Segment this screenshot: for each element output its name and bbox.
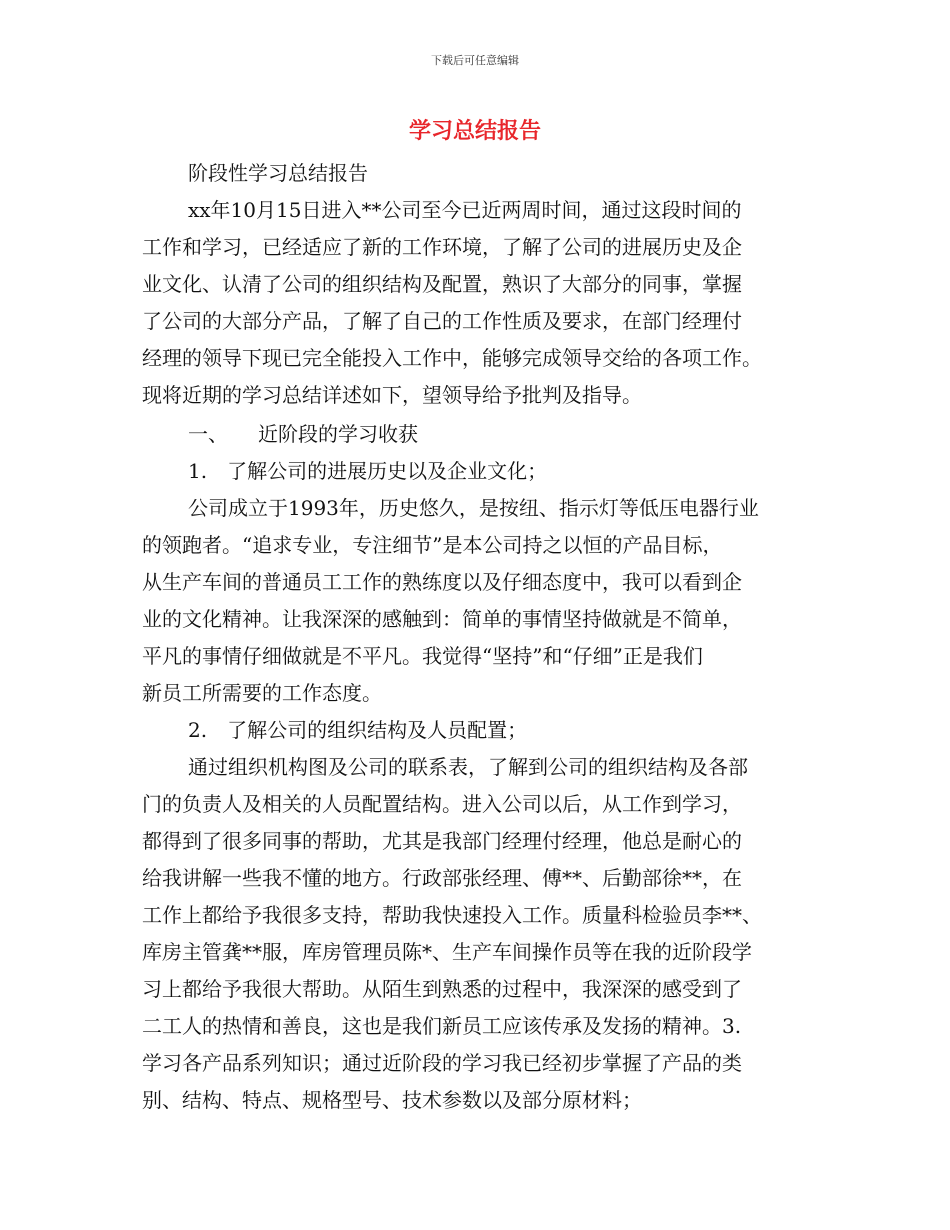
body-line: 现将近期的学习总结详述如下，望领导给予批判及指导。 [142, 383, 642, 407]
subsection-heading: 2. 了解公司的组织结构及人员配置； [188, 718, 528, 742]
body-line: xx年10月15日进入**公司至今已近两周时间，通过这段时间的 [188, 198, 742, 222]
body-line: 经理的领导下现已完全能投入工作中，能够完成领导交给的各项工作。 [142, 346, 762, 370]
body-line: 阶段性学习总结报告 [188, 161, 368, 185]
body-line: 学习各产品系列知识；通过近阶段的学习我已经初步掌握了产品的类 [142, 1051, 742, 1075]
subsection-heading: 1. 了解公司的进展历史以及企业文化； [188, 459, 548, 483]
body-line: 业文化、认清了公司的组织结构及配置，熟识了大部分的同事，掌握 [142, 272, 742, 296]
body-line: 门的负责人及相关的人员配置结构。进入公司以后，从工作到学习， [142, 792, 742, 816]
body-line: 工作上都给予我很多支持，帮助我快速投入工作。质量科检验员李**、 [142, 903, 762, 927]
body-line: 平凡的事情仔细做就是不平凡。我觉得“坚持”和“仔细”正是我们 [142, 644, 703, 668]
body-line: 从生产车间的普通员工工作的熟练度以及仔细态度中，我可以看到企 [142, 570, 742, 594]
body-line: 库房主管龚**服，库房管理员陈*、生产车间操作员等在我的近阶段学 [142, 940, 752, 964]
body-line: 公司成立于1993年，历史悠久，是按纽、指示灯等低压电器行业 [188, 496, 759, 520]
body-line: 工作和学习，已经适应了新的工作环境，了解了公司的进展历史及企 [142, 235, 742, 259]
body-line: 了公司的大部分产品，了解了自己的工作性质及要求，在部门经理付 [142, 309, 742, 333]
body-line: 新员工所需要的工作态度。 [142, 681, 382, 705]
body-line: 习上都给予我很大帮助。从陌生到熟悉的过程中，我深深的感受到了 [142, 977, 742, 1001]
body-line: 都得到了很多同事的帮助，尤其是我部门经理付经理，他总是耐心的 [142, 829, 742, 853]
body-line: 别、结构、特点、规格型号、技术参数以及部分原材料； [142, 1088, 642, 1112]
page-header-note: 下载后可任意编辑 [431, 54, 519, 67]
document-title: 学习总结报告 [408, 119, 541, 144]
body-line: 通过组织机构图及公司的联系表，了解到公司的组织结构及各部 [188, 755, 748, 779]
body-line: 业的文化精神。让我深深的感触到：简单的事情坚持做就是不简单， [142, 607, 742, 631]
body-line: 二工人的热情和善良，这也是我们新员工应该传承及发扬的精神。3. [142, 1014, 742, 1038]
body-line: 的领跑者。“追求专业，专注细节”是本公司持之以恒的产品目标， [142, 533, 723, 557]
body-line: 给我讲解一些我不懂的地方。行政部张经理、傅**、后勤部徐**，在 [142, 866, 742, 890]
section-heading: 一、 近阶段的学习收获 [188, 422, 418, 446]
